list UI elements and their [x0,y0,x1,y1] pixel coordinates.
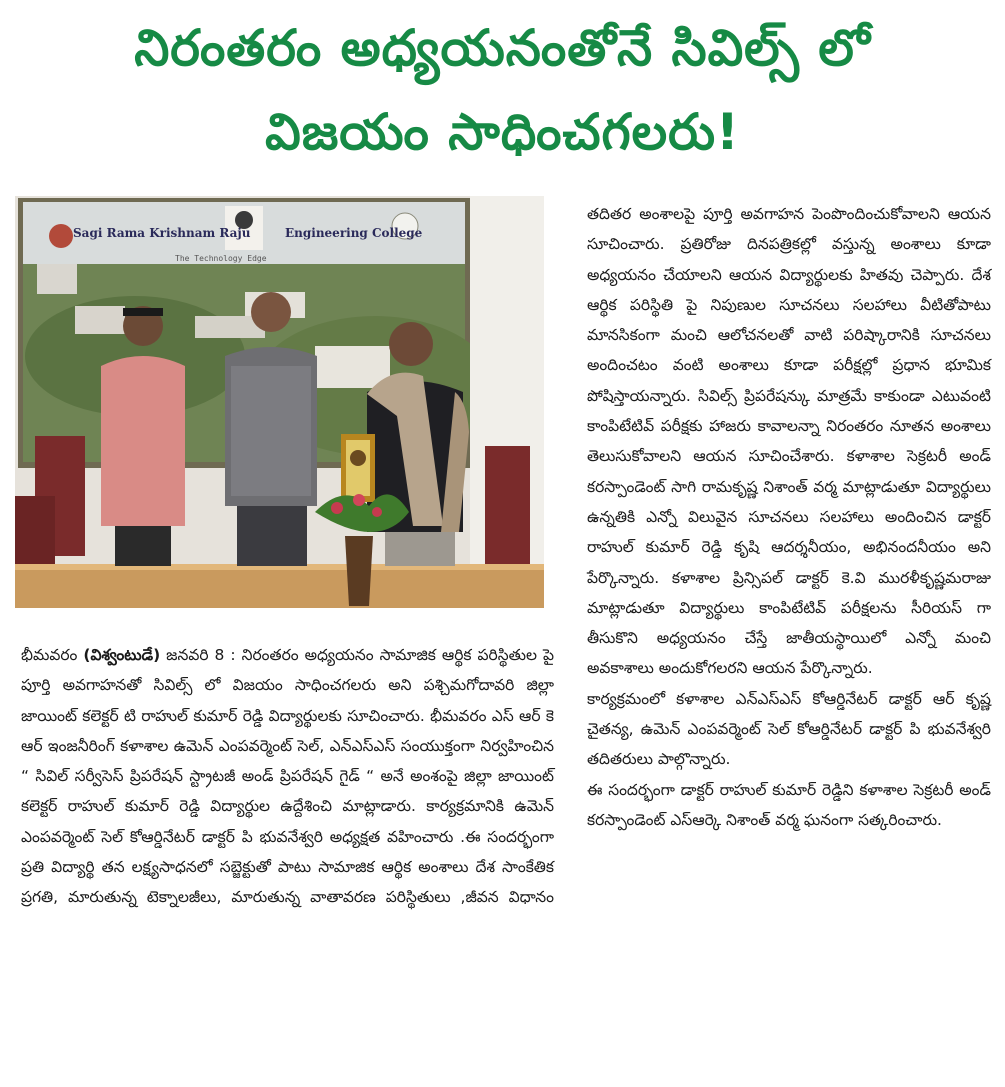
article-column-left [21,640,554,913]
article-paragraph-3: కార్యక్రమంలో కళాశాల ఎన్ఎస్ఎస్ కోఆర్డినేటర్ డాక్టర్ ఆర్ కృష్ణ చైతన్య, ఉమెన్ ఎంపవర్మెంట్ సెల్ కోఆర్డినేటర్ డాక్టర్ పి భువనేశ్వరి తదితరులు పాల్గొన్నారు. [587,689,991,769]
headline-line-2: విజయం సాధించగలరు! [265,103,740,161]
signboard-college-name: Sagi Rama Krishnam Raju [73,226,251,240]
signboard-college-type: Engineering College [285,226,423,240]
article-body-1: జనవరి 8 : నిరంతరం అధ్యయనం సామాజిక ఆర్థిక పరిస్థితుల పై పూర్తి అవగాహనతో సివిల్స్ లో విజయం సాధించగలరు అని పశ్చిమగోదావరి జిల్లా జాయింట్ కలెక్టర్ టి రాహుల్ కుమార్ రెడ్డి విద్యార్థులకు సూచించారు. భీమవరం ఎస్ ఆర్ కె ఆర్ ఇంజనీరింగ్ కళాశాల ఉమెన్ ఎంపవర్మెంట్ సెల్, ఎన్ఎస్ఎస్ సంయుక్తంగా నిర్వహించిన “ సివిల్ సర్వీసెస్ ప్రిపరేషన్ స్ట్రాటజీ అండ్ ప్రిపరేషన్ గైడ్ “ అనే అంశంపై జిల్లా జాయింట్ కలెక్టర్ రాహుల్ కుమార్ రెడ్డి విద్యార్థుల ఉద్దేశించి మాట్లాడారు. కార్యక్రమానికి ఉమెన్ ఎంపవర్మెంట్ సెల్ కోఆర్డినేటర్ డాక్టర్ పి భువనేశ్వరి అధ్యక్షత వహించారు .ఈ సందర్భంగా ప్రతి విద్యార్థి తన లక్ష్యసాధనలో సబ్జెక్టుతో పాటు సామాజిక ఆర్థిక అంశాలు దేశ సాంకేతిక ప్రగతి, మారుతున్న టెక్నాలజీలు, మారుతున్న వాతావరణ పరిస్థితులు ,జీవన విధానం [21,646,554,907]
signboard-tagline: The Technology Edge [175,254,267,263]
news-photo [15,196,544,608]
dateline-place: భీమవరం [21,646,78,664]
article-paragraph-1 [21,640,554,913]
dateline-source: (విశ్వంటుడే) [83,646,161,664]
photo-illustration [15,196,544,608]
article-paragraph-4: ఈ సందర్భంగా డాక్టర్ రాహుల్ కుమార్ రెడ్డిని కళాశాల సెక్రటరీ అండ్ కరస్పాండెంట్ ఎస్ఆర్కె నిశాంత్ వర్మ ఘనంగా సత్కరించారు. [587,780,991,829]
article-column-right [587,199,991,835]
article-paragraph-2: తదితర అంశాలపై పూర్తి అవగాహన పెంపొందించుకోవాలని ఆయన సూచించారు. ప్రతిరోజు దినపత్రికల్లో వస్తున్న అంశాలు కూడా అధ్యయనం చేయాలని ఆయన విద్యార్థులకు హితవు చెప్పారు. దేశ ఆర్థిక పరిస్థితి పై నిపుణుల సూచనలు సలహాలు వీటితోపాటు మానసికంగా మంచి ఆలోచనలతో వాటి పరిష్కారానికి సూచనలు అందించటం వంటి అంశాలు కూడా పరీక్షల్లో ప్రధాన భూమిక పోషిస్తాయన్నారు. సివిల్స్ ప్రిపరేషన్కు మాత్రమే కాకుండా ఎటువంటి కాంపిటేటివ్ పరీక్షకు హాజరు కావాలన్నా నిరంతరం నూతన అంశాలు తెలుసుకోవాలని ఆయన సూచించేశారు. కళాశాల సెక్రటరీ అండ్ కరస్పాండెంట్ సాగి రామకృష్ణ నిశాంత్ వర్మ మాట్లాడుతూ విద్యార్థులు ఉన్నతికి ఎన్నో విలువైన సూచనలు సలహాలు అందించిన డాక్టర్ రాహుల్ కుమార్ రెడ్డి కృషి ఆదర్శనీయం, అభినందనీయం అని పేర్కొన్నారు. కళాశాల ప్రిన్సిపల్ డాక్టర్ కె.వి మురళీకృష్ణమరాజు మాట్లాడుతూ విద్యార్థులు కాంపిటేటివ్ పరీక్షలను సీరియస్ గా తీసుకొని అధ్యయనం చేస్తే జాతీయస్థాయిలో ఎన్నో మంచి అవకాశాలు అందుకోగలరని ఆయన పేర్కొన్నారు. [587,205,991,678]
headline-line-1: నిరంతరం అధ్యయనంతోనే సివిల్స్ లో [134,19,871,77]
